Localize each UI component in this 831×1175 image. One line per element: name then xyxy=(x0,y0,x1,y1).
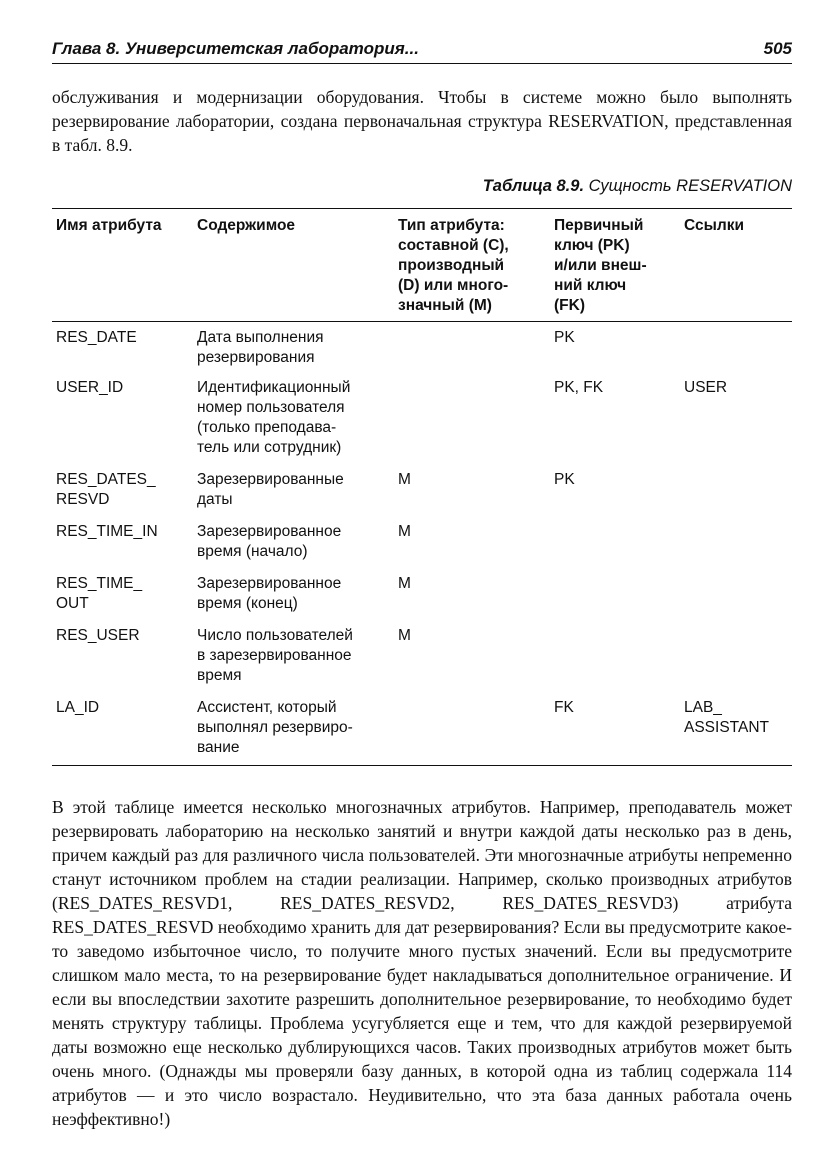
cell-content: Зарезервированное время (начало) xyxy=(197,523,342,560)
cell-attribute-type: M xyxy=(398,575,411,592)
cell-attribute-name: LA_ID xyxy=(56,699,100,716)
cell-attribute-name: RES_USER xyxy=(56,627,140,644)
running-header xyxy=(52,38,792,60)
table-caption xyxy=(483,175,792,197)
cell-key: PK, FK xyxy=(554,379,604,396)
table-caption-title: Сущность RESERVATION xyxy=(588,177,792,195)
table-caption-label: Таблица 8.9. xyxy=(482,177,585,195)
cell-key: PK xyxy=(554,329,575,346)
column-header-content: Содержимое xyxy=(197,217,296,234)
cell-attribute-type: M xyxy=(398,471,411,488)
table-row xyxy=(52,470,792,508)
table-row xyxy=(52,698,792,756)
table-top-rule xyxy=(52,208,792,209)
cell-content: Зарезервированные даты xyxy=(197,471,344,508)
page-number: 505 xyxy=(763,39,792,58)
column-header-ref: Ссылки xyxy=(684,217,744,234)
cell-content: Число пользователей в зарезервированное время xyxy=(197,627,353,684)
column-header-type: Тип атрибута: составной (С), производный (D) или много- значный (М) xyxy=(398,217,509,314)
cell-content: Дата выполнения резервирования xyxy=(197,329,324,366)
intro-paragraph: обслуживания и модернизации оборудования. Чтобы в системе можно было выполнять резервирование лаборатории, создана первоначальная структура RESERVATION, представленная в табл. 8.9. xyxy=(52,87,792,155)
column-header-key: Первичный ключ (PK) и/или внеш- ний ключ (FK) xyxy=(554,217,647,314)
cell-attribute-name: RES_DATE xyxy=(56,329,137,346)
cell-content: Ассистент, который выполнял резервиро- вание xyxy=(197,699,353,756)
cell-key: PK xyxy=(554,471,575,488)
table-row xyxy=(52,522,792,560)
closing-paragraph: В этой таблице имеется несколько многозначных атрибутов. Например, преподаватель может резервировать лабораторию на несколько занятий и внутри каждой даты несколько раз в день, причем каждый раз для различного числа пользователей. Эти многозначные атрибуты непременно станут источником проблем на стадии реализации. Например, сколько производных атрибутов (RES_DATES_RESVD1, RES_DATES_RESVD2, RES_DATES_RESVD3) атрибута RES_DATES_RESVD необходимо хранить для дат резервирования? Если вы предусмотрите какое-то заведомо избыточное число, то получите много пустых значений. Если вы предусмотрите слишком мало места, то на резервирование будет накладываться дополнительное ограничение. И если вы впоследствии захотите разрешить дополнительное резервирование, то необходимо будет менять структуру таблицы. Проблема усугубляется еще и тем, что для каждой резервируемой даты возможно еще несколько дублирующихся часов. Таких производных атрибутов может быть очень много. (Однажды мы проверяли базу данных, в которой одна из таблиц содержала 114 атрибутов — и это число возрастало. Неудивительно, что эта база данных работала очень неэффективно!) xyxy=(52,797,792,1129)
cell-attribute-name: RES_DATES_ RESVD xyxy=(56,471,156,508)
table-row xyxy=(52,328,792,366)
cell-attribute-type: M xyxy=(398,627,411,644)
header-rule xyxy=(52,63,792,64)
cell-content: Зарезервированное время (конец) xyxy=(197,575,342,612)
chapter-title: Глава 8. Университетская лаборатория... xyxy=(52,39,419,58)
cell-content: Идентификационный номер пользователя (только преподава- тель или сотрудник) xyxy=(197,379,351,456)
table-row xyxy=(52,574,792,612)
cell-key: FK xyxy=(554,699,574,716)
table-row xyxy=(52,626,792,684)
table-row xyxy=(52,378,792,456)
cell-attribute-name: RES_TIME_ OUT xyxy=(56,575,143,612)
column-header-name: Имя атрибута xyxy=(56,217,162,234)
cell-attribute-name: RES_TIME_IN xyxy=(56,523,158,540)
table-header-rule xyxy=(52,321,792,322)
cell-reference: LAB_ ASSISTANT xyxy=(684,699,769,736)
cell-attribute-name: USER_ID xyxy=(56,379,124,396)
cell-attribute-type: M xyxy=(398,523,411,540)
table-bottom-rule xyxy=(52,765,792,766)
cell-reference: USER xyxy=(684,379,728,396)
